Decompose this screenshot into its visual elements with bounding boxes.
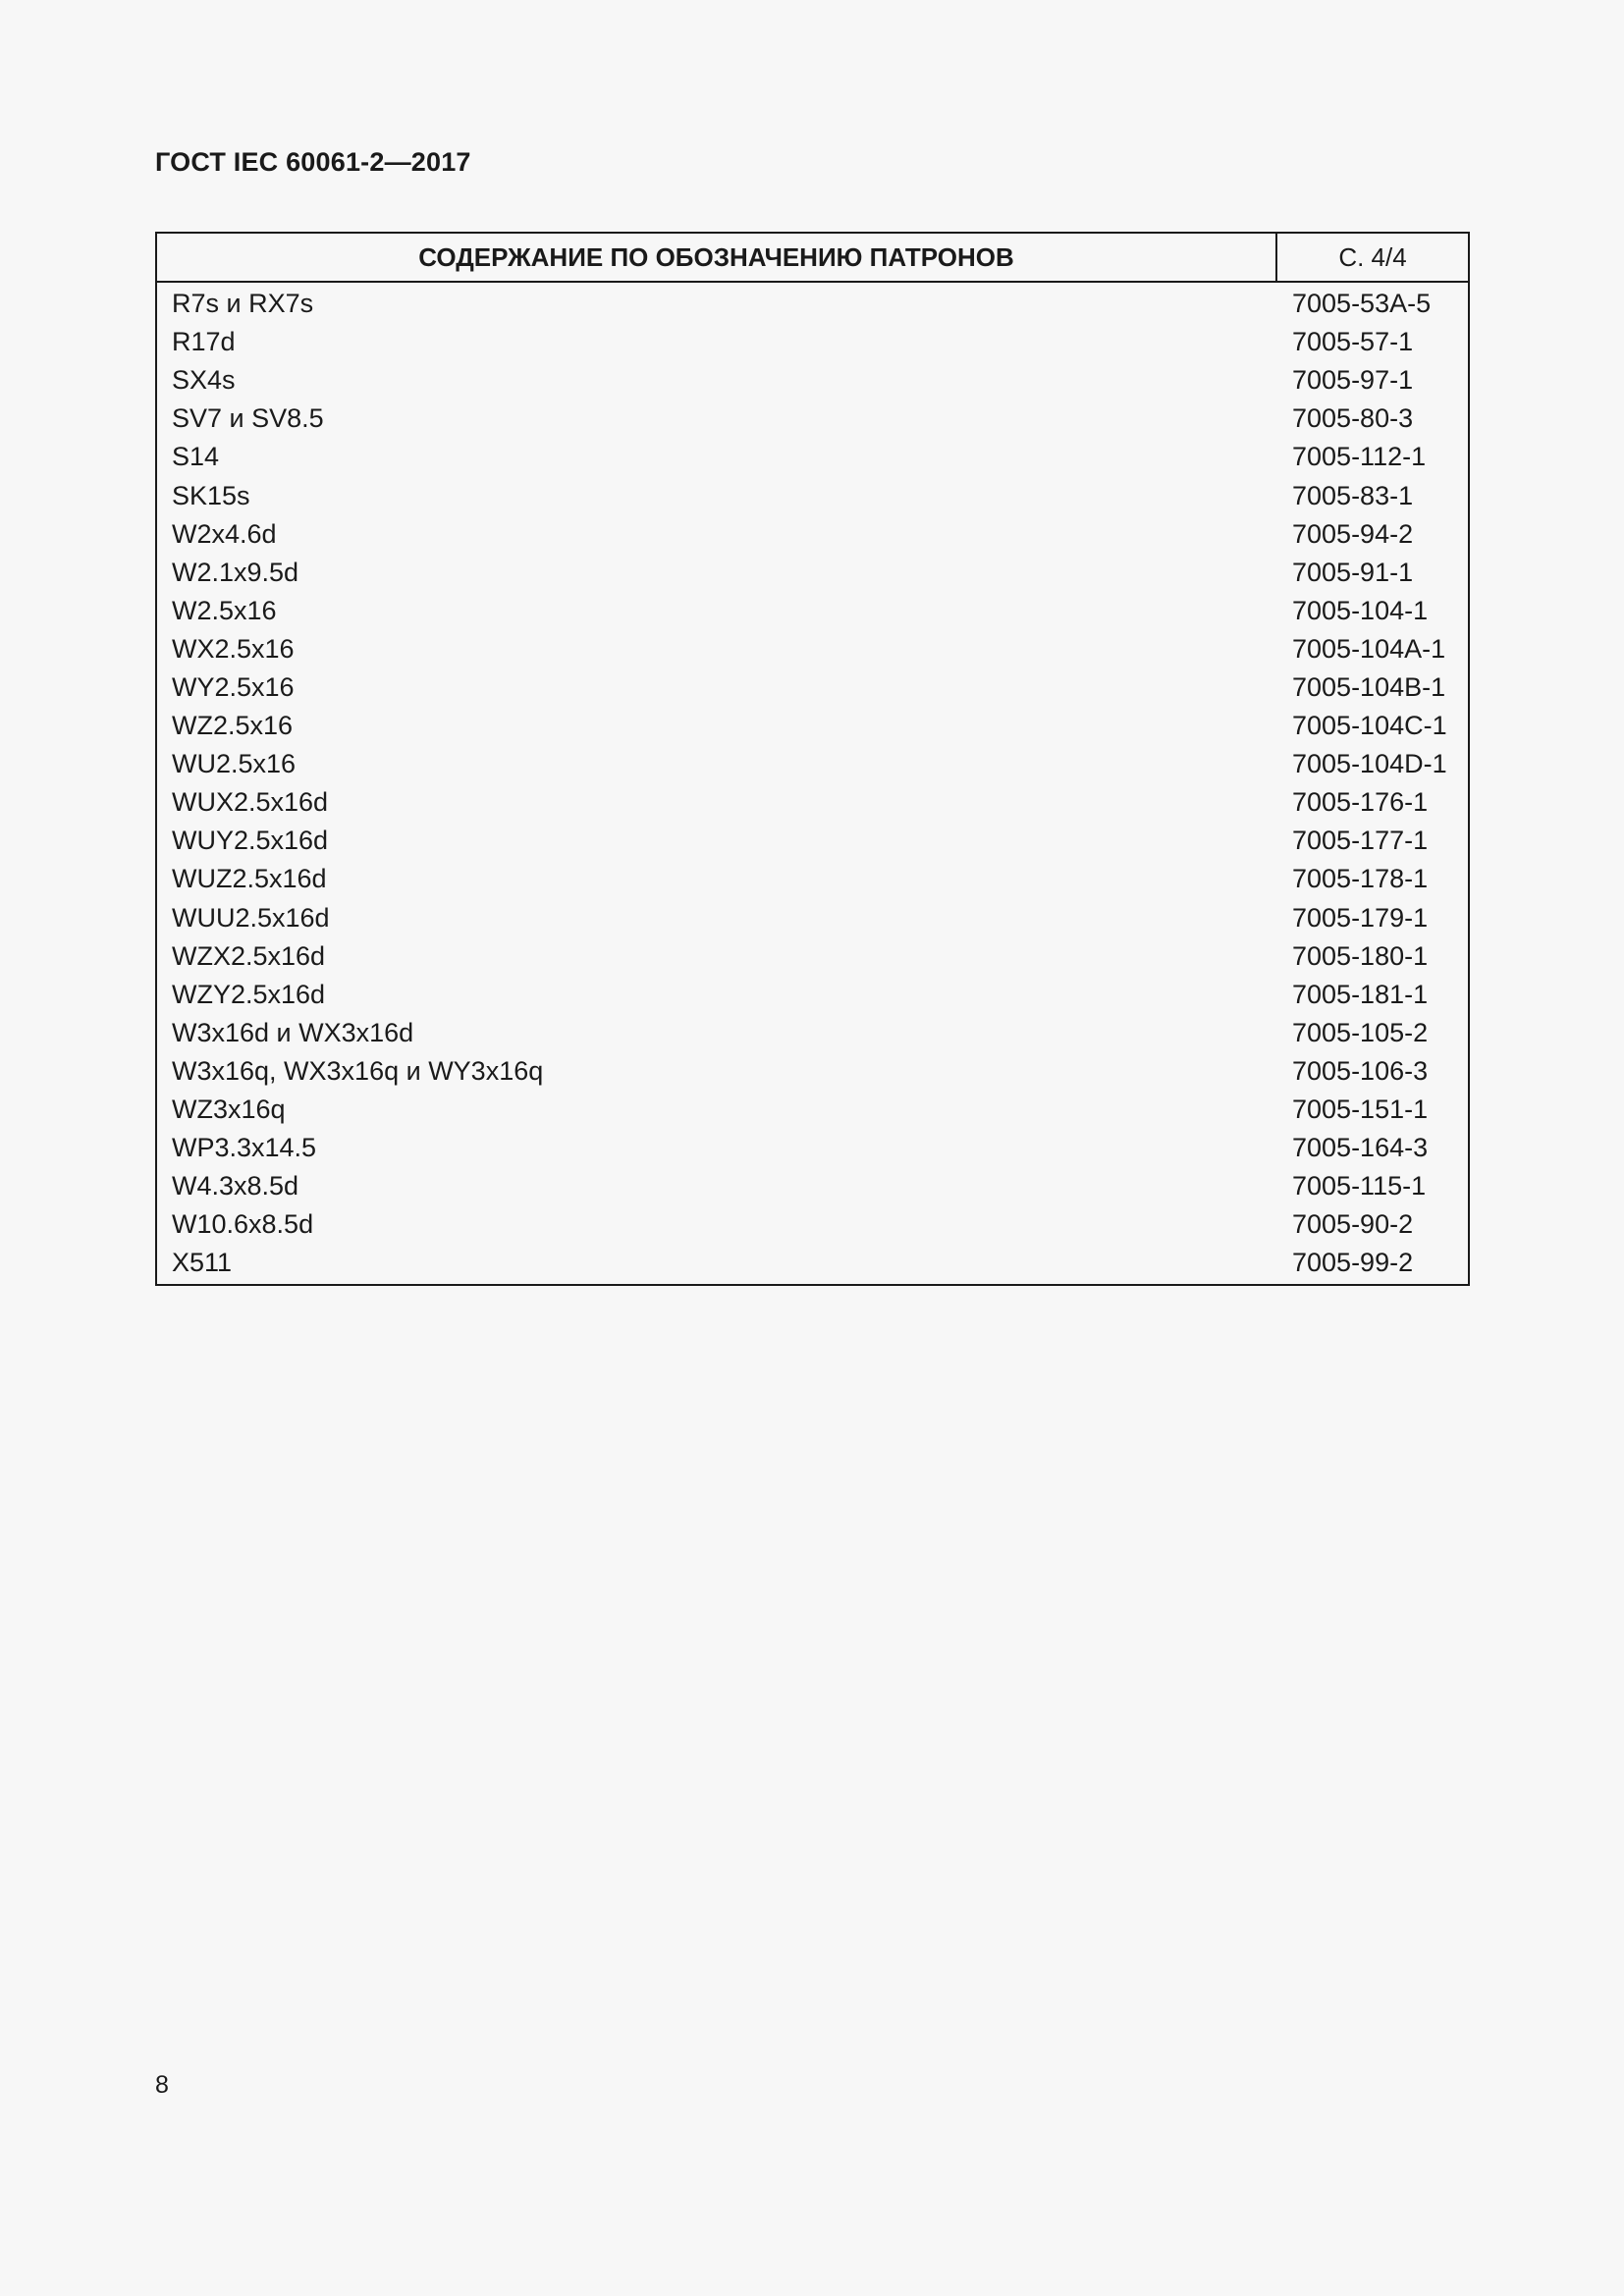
lampholder-designation: WU2.5x16 xyxy=(172,749,297,779)
sheet-number: 7005-164-3 xyxy=(1292,1133,1429,1163)
table-row xyxy=(157,976,1468,1014)
sheet-number: 7005-104D-1 xyxy=(1292,749,1447,779)
lampholder-designation: X511 xyxy=(172,1248,233,1278)
lampholder-designation: WUZ2.5x16d xyxy=(172,864,327,894)
sheet-number: 7005-179-1 xyxy=(1292,902,1429,933)
lampholder-designation: WUY2.5x16d xyxy=(172,826,329,856)
lampholder-designation: WZX2.5x16d xyxy=(172,940,326,971)
sheet-number: 7005-112-1 xyxy=(1292,442,1427,472)
lampholder-designation: WUU2.5x16d xyxy=(172,902,330,933)
lampholder-designation: WZ2.5x16 xyxy=(172,711,294,741)
lampholder-designation: W2.5x16 xyxy=(172,595,277,625)
table-page-label: С. 4/4 xyxy=(1338,241,1407,272)
table-row xyxy=(157,899,1468,937)
lampholder-designation: WZ3x16q xyxy=(172,1095,286,1125)
lampholder-designation: WY2.5x16 xyxy=(172,671,295,702)
table-row xyxy=(157,1244,1468,1282)
lampholder-designation: WZY2.5x16d xyxy=(172,979,326,1009)
lampholder-designation: S14 xyxy=(172,442,220,472)
sheet-number: 7005-115-1 xyxy=(1292,1171,1427,1201)
table-row xyxy=(157,554,1468,592)
lampholder-designation: WP3.3x14.5 xyxy=(172,1133,317,1163)
table-row xyxy=(157,361,1468,400)
sheet-number: 7005-104C-1 xyxy=(1292,711,1447,741)
lampholder-designation: W2x4.6d xyxy=(172,518,277,549)
table-row xyxy=(157,822,1468,860)
table-row xyxy=(157,476,1468,514)
lampholder-designation: WX2.5x16 xyxy=(172,633,295,664)
sheet-number: 7005-91-1 xyxy=(1292,557,1414,587)
sheet-number: 7005-80-3 xyxy=(1292,403,1414,434)
sheet-number: 7005-99-2 xyxy=(1292,1248,1414,1278)
sheet-number: 7005-104A-1 xyxy=(1292,633,1446,664)
sheet-number: 7005-178-1 xyxy=(1292,864,1429,894)
table-title: СОДЕРЖАНИЕ ПО ОБОЗНАЧЕНИЮ ПАТРОНОВ xyxy=(157,234,1277,281)
table-row xyxy=(157,1052,1468,1091)
table-row xyxy=(157,783,1468,822)
table-row xyxy=(157,515,1468,554)
table-row xyxy=(157,323,1468,361)
table-header xyxy=(157,234,1468,283)
sheet-number: 7005-181-1 xyxy=(1292,979,1429,1009)
table-row xyxy=(157,285,1468,323)
table-row xyxy=(157,707,1468,745)
table-row xyxy=(157,400,1468,438)
table-row xyxy=(157,1129,1468,1167)
sheet-number: 7005-176-1 xyxy=(1292,787,1429,818)
sheet-number: 7005-94-2 xyxy=(1292,518,1414,549)
sheet-number: 7005-151-1 xyxy=(1292,1095,1429,1125)
lampholder-designation: R17d xyxy=(172,327,236,357)
sheet-number: 7005-106-3 xyxy=(1292,1055,1429,1086)
page-number: 8 xyxy=(155,2071,169,2099)
sheet-number: 7005-83-1 xyxy=(1292,480,1414,510)
lampholder-designation: SV7 и SV8.5 xyxy=(172,403,324,434)
contents-table xyxy=(155,232,1470,1286)
table-row xyxy=(157,1205,1468,1244)
table-row xyxy=(157,630,1468,668)
table-row xyxy=(157,668,1468,707)
sheet-number: 7005-53A-5 xyxy=(1292,289,1432,319)
lampholder-designation: W2.1x9.5d xyxy=(172,557,299,587)
table-row xyxy=(157,438,1468,476)
lampholder-designation: R7s и RX7s xyxy=(172,289,314,319)
sheet-number: 7005-177-1 xyxy=(1292,826,1429,856)
table-row xyxy=(157,937,1468,976)
lampholder-designation: W3x16q, WX3x16q и WY3x16q xyxy=(172,1055,544,1086)
table-row xyxy=(157,1014,1468,1052)
table-row xyxy=(157,860,1468,898)
lampholder-designation: W4.3x8.5d xyxy=(172,1171,299,1201)
table-row xyxy=(157,592,1468,630)
table-row xyxy=(157,1091,1468,1129)
sheet-number: 7005-57-1 xyxy=(1292,327,1414,357)
table-body xyxy=(157,283,1468,1284)
lampholder-designation: WUX2.5x16d xyxy=(172,787,329,818)
document-header: ГОСТ IEC 60061-2—2017 xyxy=(155,147,471,177)
sheet-number: 7005-180-1 xyxy=(1292,940,1429,971)
lampholder-designation: W3x16d и WX3x16d xyxy=(172,1017,414,1047)
sheet-number: 7005-90-2 xyxy=(1292,1209,1414,1240)
sheet-number: 7005-104B-1 xyxy=(1292,671,1446,702)
table-row xyxy=(157,1167,1468,1205)
sheet-number: 7005-104-1 xyxy=(1292,595,1429,625)
lampholder-designation: SX4s xyxy=(172,365,236,396)
lampholder-designation: SK15s xyxy=(172,480,250,510)
sheet-number: 7005-105-2 xyxy=(1292,1017,1429,1047)
table-row xyxy=(157,745,1468,783)
lampholder-designation: W10.6x8.5d xyxy=(172,1209,314,1240)
sheet-number: 7005-97-1 xyxy=(1292,365,1414,396)
